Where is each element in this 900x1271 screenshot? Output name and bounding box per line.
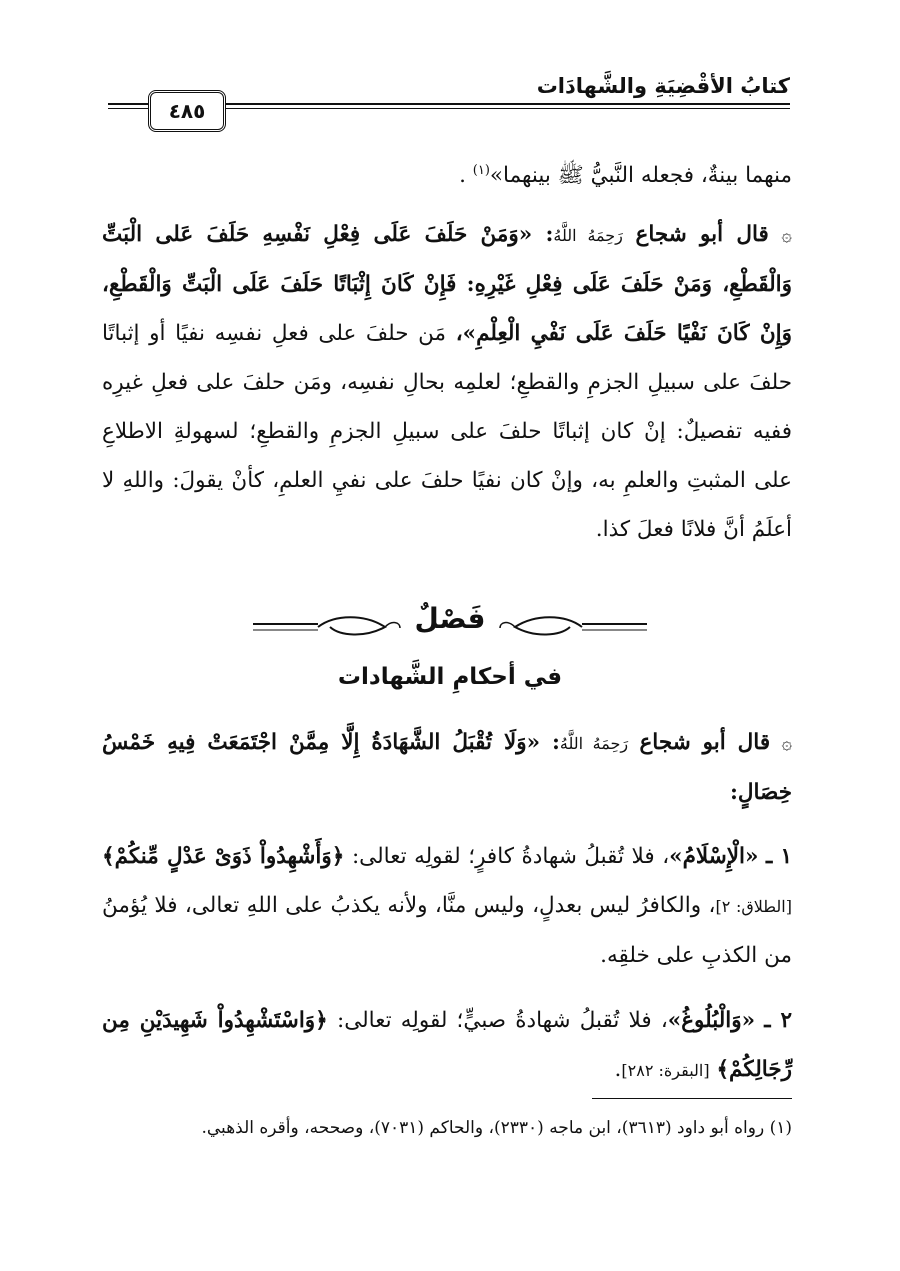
paragraph-testimony xyxy=(102,718,792,817)
condition-islam xyxy=(102,832,792,980)
rahimahu-honorific: رَحِمَهُ اللَّهُ xyxy=(559,734,629,753)
condition-tail: . xyxy=(614,1057,622,1082)
p1-tail: . xyxy=(459,163,466,189)
page-number-rule-top xyxy=(108,103,148,105)
p1-text-end: بينهما» xyxy=(489,163,551,189)
flower-mark-icon: ۞ xyxy=(781,225,792,246)
commentary-text: مَن حلفَ على فعلِ نفسِه نفيًا أو إثباتًا حلفَ على سبيلِ الجزمِ والقطعِ؛ لعلمِه بحالِ نفسِه، ومَن حلفَ على فعلِ غيرِه ففيه تفصيلٌ: إنْ كان إثباتًا حلفَ على سبيلِ الجزمِ والقطعِ؛ لسهولةِ الاطلاعِ على المثبتِ والعلمِ به، وإنْ كان نفيًا حلفَ على نفيِ العلمِ، كأنْ يقولَ: واللهِ لا أعلَمُ أنَّ فلانًا فعلَ كذا. xyxy=(102,321,792,542)
footnote: (١) رواه أبو داود (٣٦١٣)، ابن ماجه (٢٣٣٠)، والحاكم (٧٠٣١)، وصححه، وأقره الذهبي. xyxy=(201,1118,792,1138)
footnote-separator xyxy=(592,1098,792,1099)
condition-number: ١ ـ xyxy=(765,844,793,869)
rahimahu-honorific: رَحِمَهُ اللَّهُ xyxy=(553,226,623,245)
running-title: كتابُ الأقْضِيَةِ والشَّهادَات xyxy=(536,74,790,98)
section-heading: في أحكامِ الشَّهادات xyxy=(337,664,563,690)
paragraph-oath xyxy=(102,210,792,554)
section-title: فَصْلٌ xyxy=(414,602,486,635)
page-number: ٤٨٥ xyxy=(148,90,226,132)
section-divider xyxy=(0,602,900,650)
verse-reference: [البقرة: ٢٨٢] xyxy=(621,1061,710,1080)
matn-quote: : «وَمَنْ حَلَفَ عَلَى فِعْلِ نَفْسِهِ حَلَفَ عَلى الْبَتِّ وَالْقَطْعِ، وَمَنْ حَلَفَ عَلَى فِعْلِ غَيْرِهِ: فَإِنْ كَانَ إِثْبَاتًا حَلَفَ عَلَى الْبَتِّ وَالْقَطْعِ، وَإِنْ كَانَ نَفْيًا حَلَفَ عَلَى نَفْيِ الْعِلْمِ»، xyxy=(102,222,792,346)
paragraph-continuation xyxy=(102,146,792,200)
condition-text: ، فلا تُقبلُ شهادةُ كافرٍ؛ لقولِه تعالى: xyxy=(351,844,670,869)
author-lead: قال أبو شجاع xyxy=(639,730,771,755)
condition-text: ، فلا تُقبلُ شهادةُ صبيٍّ؛ لقولِه تعالى: xyxy=(336,1008,668,1033)
condition-term: «وَالْبُلُوغُ» xyxy=(667,1008,756,1033)
matn-quote: : «وَلَا تُقْبَلُ الشَّهَادَةُ إِلَّا مِمَّنْ اجْتَمَعَتْ فِيهِ خَمْسُ خِصَالٍ: xyxy=(102,730,792,805)
header-rule xyxy=(225,103,790,105)
condition-term: «الْإِسْلَامُ» xyxy=(669,844,759,869)
quran-verse: ﴿وَأَشْهِدُواْ ذَوَىْ عَدْلٍ مِّنكُمْ﴾ xyxy=(102,844,345,869)
author-lead: قال أبو شجاع xyxy=(635,222,769,247)
footnote-ref[interactable]: (١) xyxy=(472,163,490,178)
condition-text-2: ، والكافرُ ليس بعدلٍ، وليس منَّا، ولأنه يكذبُ على اللهِ تعالى، فلا يُؤمنُ من الكذبِ على خلقِه. xyxy=(102,893,792,968)
p1-text: منهما بينةٌ، فجعله النَّبيُّ xyxy=(590,163,792,189)
flower-mark-icon: ۞ xyxy=(781,733,792,754)
condition-number: ٢ ـ xyxy=(764,1008,792,1033)
verse-reference: [الطلاق: ٢] xyxy=(715,897,792,916)
header-rule-thin xyxy=(225,108,790,109)
condition-puberty xyxy=(102,996,792,1095)
page-number-rule-bottom xyxy=(108,108,148,109)
quran-verse: ﴿وَاسْتَشْهِدُواْ شَهِيدَيْنِ مِن رِّجَالِكُمْ﴾ xyxy=(102,1008,792,1082)
salla-honorific: ﷺ xyxy=(557,163,584,189)
